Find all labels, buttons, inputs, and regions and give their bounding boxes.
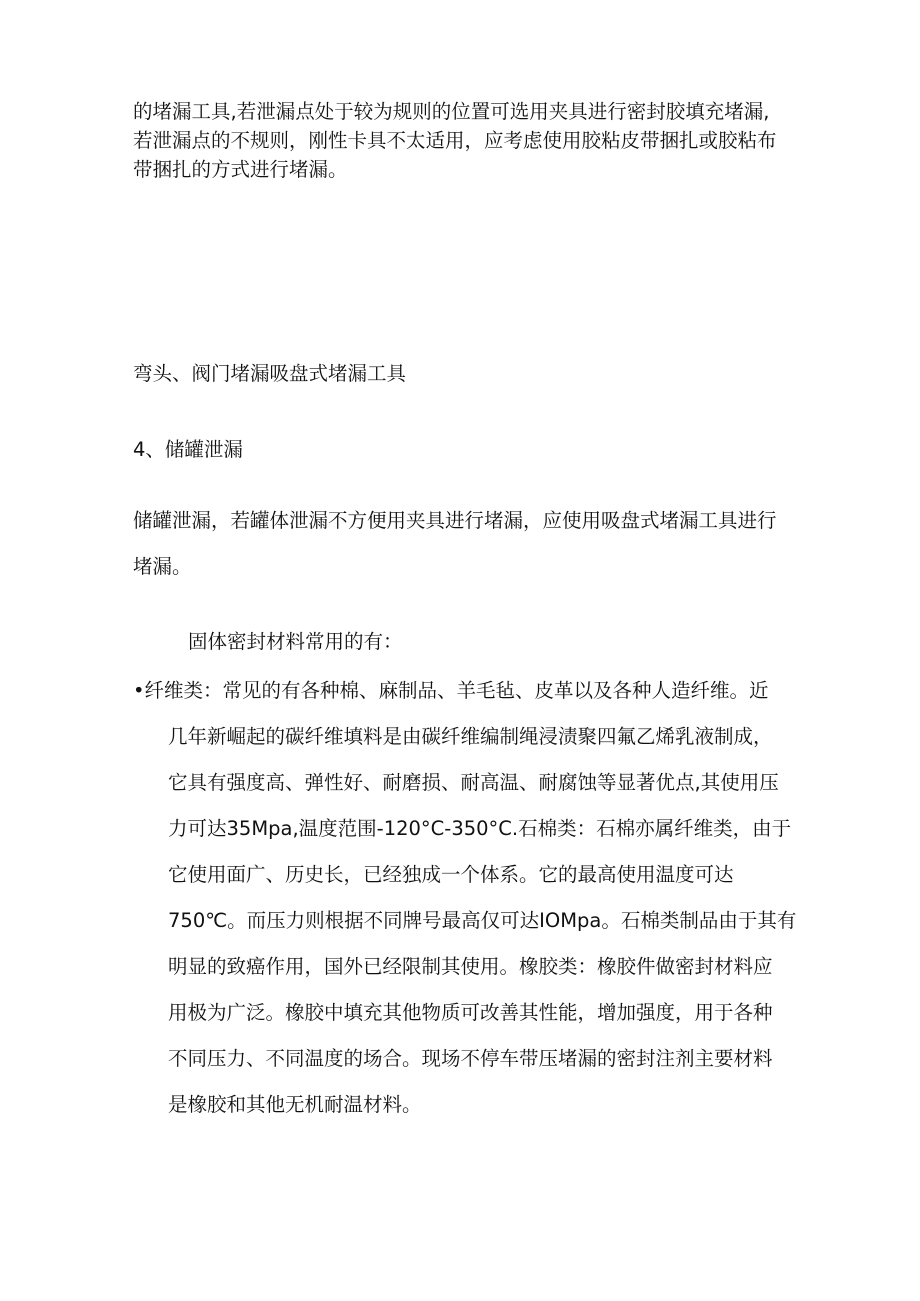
materials-line-8: 用极为广泛。橡胶中填充其他物质可改善其性能，增加强度，用于各种 bbox=[168, 1001, 773, 1024]
tank-line-1: 储罐泄漏，若罐体泄漏不方便用夹具进行堵漏，应使用吸盘式堵漏工具进行 bbox=[133, 509, 777, 532]
materials-line-2: 几年新崛起的碳纤维填料是由碳纤维编制绳浸渍聚四氟乙烯乳液制成， bbox=[168, 725, 773, 748]
materials-line-6: 750℃。而压力则根据不同牌号最高仅可达IOMpa。石棉类制品由于其有 bbox=[168, 909, 797, 932]
tank-paragraph bbox=[133, 498, 813, 590]
materials-line-9: 不同压力、不同温度的场合。现场不停车带压堵漏的密封注剂主要材料 bbox=[168, 1047, 773, 1070]
materials-line-1: •纤维类：常见的有各种棉、麻制品、羊毛毡、皮革以及各种人造纤维。近 bbox=[133, 679, 769, 702]
intro-line-2: 若泄漏点的不规则，刚性卡具不太适用，应考虑使用胶粘皮带捆扎或胶粘布 bbox=[133, 129, 777, 152]
intro-paragraph bbox=[133, 97, 813, 184]
materials-intro: 固体密封材料常用的有： bbox=[188, 630, 403, 653]
section-heading: 4、储罐泄漏 bbox=[133, 438, 243, 461]
materials-continuation bbox=[133, 714, 813, 1128]
intro-line-1: 的堵漏工具,若泄漏点处于较为规则的位置可选用夹具进行密封胶填充堵漏, bbox=[133, 100, 770, 123]
materials-line-4: 力可达35Mpa,温度范围-120°C-350°C.石棉类：石棉亦属纤维类，由于 bbox=[168, 817, 792, 840]
intro-line-3: 带捆扎的方式进行堵漏。 bbox=[133, 158, 348, 181]
materials-line-10: 是橡胶和其他无机耐温材料。 bbox=[168, 1093, 422, 1116]
image-caption: 弯头、阀门堵漏吸盘式堵漏工具 bbox=[133, 362, 407, 385]
materials-line-5: 它使用面广、历史长，已经独成一个体系。它的最高使用温度可达 bbox=[168, 863, 734, 886]
tank-line-2: 堵漏。 bbox=[133, 555, 192, 578]
materials-line-7: 明显的致癌作用，国外已经限制其使用。橡胶类：橡胶件做密封材料应 bbox=[168, 955, 773, 978]
materials-line-3: 它具有强度高、弹性好、耐磨损、耐高温、耐腐蚀等显著优点,其使用压 bbox=[168, 771, 779, 794]
materials-paragraph bbox=[133, 668, 813, 1128]
